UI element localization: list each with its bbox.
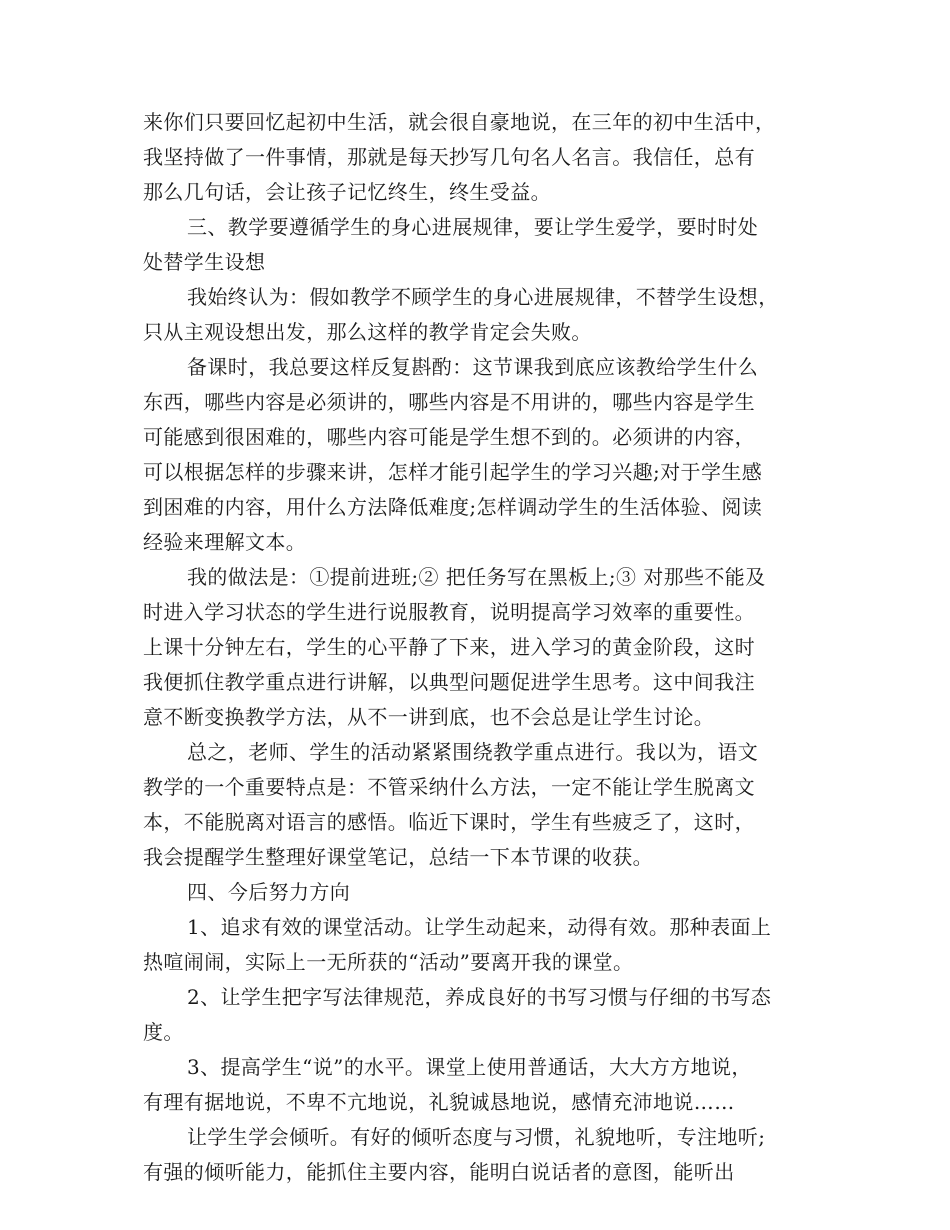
section-heading-4: 四、今后努力方向 (187, 880, 351, 904)
text-line: 可以根据怎样的步骤来讲，怎样才能引起学生的学习兴趣;对于学生感 (143, 460, 763, 484)
paragraph-start: 我的做法是：①提前进班;② 把任务写在黑板上;③ 对那些不能及 (187, 565, 766, 589)
text-line: 我便抓住教学重点进行讲解，以典型问题促进学生思考。这中间我注 (143, 670, 755, 694)
text-line: 那么几句话，会让孩子记忆终生，终生受益。 (143, 180, 551, 204)
text-line: 我会提醒学生整理好课堂笔记，总结一下本节课的收获。 (143, 845, 653, 869)
text-line: 到困难的内容，用什么方法降低难度;怎样调动学生的生活体验、阅读 (143, 495, 763, 519)
list-item-1: 1、追求有效的课堂活动。让学生动起来，动得有效。那种表面上 (187, 915, 772, 939)
list-item-2: 2、让学生把字写法律规范，养成良好的书写习惯与仔细的书写态 (187, 985, 772, 1009)
paragraph-start: 备课时，我总要这样反复斟酌：这节课我到底应该教给学生什么 (187, 355, 759, 379)
section-heading-3: 三、教学要遵循学生的身心进展规律，要让学生爱学，要时时处 (187, 215, 759, 239)
text-line: 有强的倾听能力，能抓住主要内容，能明白说话者的意图，能听出 (143, 1160, 735, 1184)
text-line: 我坚持做了一件事情，那就是每天抄写几句名人名言。我信任，总有 (143, 145, 755, 169)
text-line: 意不断变换教学方法，从不一讲到底，也不会总是让学生讨论。 (143, 705, 715, 729)
list-item-3: 3、提高学生“说”的水平。课堂上使用普通话，大大方方地说， (187, 1055, 752, 1079)
text-line: 经验来理解文本。 (143, 530, 307, 554)
text-line: 只从主观设想出发，那么这样的教学肯定会失败。 (143, 320, 592, 344)
text-line: 上课十分钟左右，学生的心平静了下来，进入学习的黄金阶段，这时 (143, 635, 755, 659)
text-line: 可能感到很困难的，哪些内容可能是学生想不到的。必须讲的内容， (143, 425, 755, 449)
text-line: 教学的一个重要特点是：不管采纳什么方法，一定不能让学生脱离文 (143, 775, 755, 799)
document-body (143, 105, 808, 1190)
text-line: 来你们只要回忆起初中生活，就会很自豪地说，在三年的初中生活中， (143, 110, 776, 134)
paragraph-start: 我始终认为：假如教学不顾学生的身心进展规律，不替学生设想， (187, 285, 779, 309)
text-line: 处替学生设想 (143, 250, 266, 274)
text-line: 本，不能脱离对语言的感悟。临近下课时，学生有些疲乏了，这时， (143, 810, 755, 834)
text-line: 东西，哪些内容是必须讲的，哪些内容是不用讲的，哪些内容是学生 (143, 390, 755, 414)
text-line: 热喧闹闹，实际上一无所获的“活动”要离开我的课堂。 (143, 950, 634, 974)
text-line: 时进入学习状态的学生进行说服教育，说明提高学习效率的重要性。 (143, 600, 755, 624)
text-line: 有理有据地说，不卑不亢地说，礼貌诚恳地说，感情充沛地说…… (143, 1090, 735, 1114)
paragraph-start: 总之，老师、学生的活动紧紧围绕教学重点进行。我以为，语文 (187, 740, 759, 764)
paragraph-start: 让学生学会倾听。有好的倾听态度与习惯，礼貌地听，专注地听; (187, 1125, 766, 1149)
text-line: 度。 (143, 1020, 184, 1044)
